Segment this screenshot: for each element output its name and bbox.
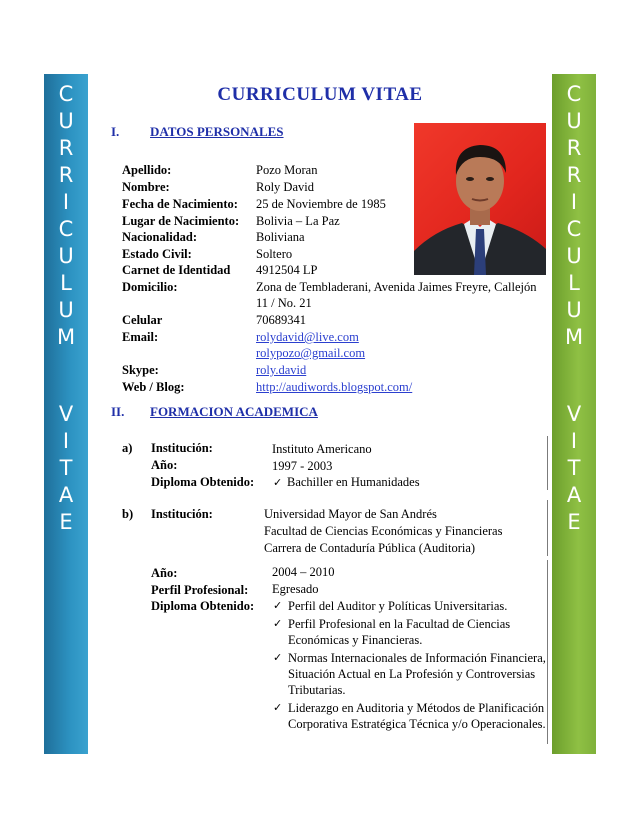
checkmark-icon: ✓ bbox=[273, 617, 283, 630]
personal-field-label: Skype: bbox=[122, 363, 159, 377]
side-letter: V bbox=[566, 402, 582, 426]
left-side-banner bbox=[44, 74, 88, 754]
entry-b-anio-label: Año: bbox=[151, 566, 178, 580]
side-letter: R bbox=[58, 136, 74, 160]
side-letter: U bbox=[58, 109, 74, 133]
entry-a-diploma-label: Diploma Obtenido: bbox=[151, 475, 255, 489]
personal-field-value: 11 / No. 21 bbox=[256, 296, 312, 310]
side-letter: T bbox=[567, 456, 581, 480]
side-letter: U bbox=[566, 298, 582, 322]
entry-b-perfil-value: Egresado bbox=[272, 582, 319, 596]
personal-field-label: Web / Blog: bbox=[122, 380, 185, 394]
personal-field-value: Roly David bbox=[256, 180, 314, 194]
personal-field-value: 25 de Noviembre de 1985 bbox=[256, 197, 386, 211]
side-letter: U bbox=[58, 298, 74, 322]
side-letter: M bbox=[564, 325, 584, 349]
personal-field-value: Pozo Moran bbox=[256, 163, 318, 177]
personal-field-link[interactable]: rolypozo@gmail.com bbox=[256, 346, 366, 360]
side-letter: A bbox=[58, 483, 74, 507]
side-letter: R bbox=[566, 163, 582, 187]
personal-field-label: Carnet de Identidad bbox=[122, 263, 231, 277]
list-item: ✓ Liderazgo en Auditoria y Métodos de Planificación Corporativa Estratégica Técnica y/o Operacionales. bbox=[273, 701, 546, 731]
section-number: I. bbox=[111, 124, 120, 139]
personal-field-value: Bolivia – La Paz bbox=[256, 214, 340, 228]
side-letter: I bbox=[62, 190, 70, 214]
personal-field-value: 4912504 LP bbox=[256, 263, 318, 277]
side-letter: T bbox=[59, 456, 73, 480]
person-portrait-image bbox=[414, 123, 546, 275]
side-letter: I bbox=[62, 429, 70, 453]
table-border bbox=[547, 500, 548, 556]
side-letter: M bbox=[56, 325, 76, 349]
personal-field-link[interactable]: http://audiwords.blogspot.com/ bbox=[256, 380, 413, 394]
side-letter: R bbox=[566, 136, 582, 160]
personal-field-link[interactable]: rolydavid@live.com bbox=[256, 330, 359, 344]
personal-field-value: Zona de Tembladerani, Avenida Jaimes Freyre, Callejón bbox=[256, 280, 537, 294]
entry-b-diploma-list bbox=[273, 598, 553, 734]
side-letter: E bbox=[567, 510, 581, 534]
entry-b-perfil-label: Perfil Profesional: bbox=[151, 583, 249, 597]
personal-field-label: Nacionalidad: bbox=[122, 230, 198, 244]
checkmark-icon: ✓ bbox=[273, 701, 283, 714]
personal-field-label: Lugar de Nacimiento: bbox=[122, 214, 240, 228]
entry-a-diploma-value: ✓ Bachiller en Humanidades bbox=[273, 475, 420, 489]
side-letter: A bbox=[566, 483, 582, 507]
section-title-datos-personales: DATOS PERSONALES bbox=[150, 124, 284, 139]
document-title: CURRICULUM VITAE bbox=[217, 84, 423, 105]
list-item: ✓ Normas Internacionales de Información Financiera, Situación Actual en La Profesión y Controversias Tributarias. bbox=[273, 651, 546, 697]
checkmark-icon: ✓ bbox=[273, 476, 283, 489]
side-letter: C bbox=[566, 217, 582, 241]
entry-a-anio-value: 1997 - 2003 bbox=[272, 459, 333, 473]
personal-field-value: Soltero bbox=[256, 247, 293, 261]
personal-field-value: Boliviana bbox=[256, 230, 305, 244]
entry-b-institucion-label: Institución: bbox=[151, 507, 213, 521]
personal-field-label: Domicilio: bbox=[122, 280, 178, 294]
entry-a-institucion-value: Instituto Americano bbox=[272, 442, 372, 456]
entry-b-institucion-line-2: Facultad de Ciencias Económicas y Financieras bbox=[264, 524, 503, 538]
personal-field-label: Nombre: bbox=[122, 180, 170, 194]
section-number: II. bbox=[111, 404, 125, 419]
entry-a-letter: a) bbox=[122, 441, 133, 455]
side-letter: C bbox=[566, 82, 582, 106]
entry-b-institucion-line-1: Universidad Mayor de San Andrés bbox=[264, 507, 437, 521]
entry-b-anio-value: 2004 – 2010 bbox=[272, 565, 335, 579]
list-item: ✓ Perfil del Auditor y Políticas Universitarias. bbox=[273, 599, 508, 613]
checkmark-icon: ✓ bbox=[273, 651, 283, 664]
personal-field-label: Fecha de Nacimiento: bbox=[122, 197, 238, 211]
entry-a-institucion-label: Institución: bbox=[151, 441, 213, 455]
side-letter: C bbox=[58, 217, 74, 241]
entry-b-diploma-label: Diploma Obtenido: bbox=[151, 599, 255, 613]
side-letter: U bbox=[566, 109, 582, 133]
side-letter: I bbox=[570, 429, 578, 453]
table-border bbox=[547, 560, 548, 744]
section-title-formacion-academica: FORMACION ACADEMICA bbox=[150, 404, 318, 419]
checkmark-icon: ✓ bbox=[273, 599, 283, 612]
entry-b-letter: b) bbox=[122, 507, 134, 521]
profile-photo bbox=[414, 123, 546, 275]
personal-field-label: Email: bbox=[122, 330, 159, 344]
side-letter: C bbox=[58, 82, 74, 106]
personal-field-label: Celular bbox=[122, 313, 163, 327]
entry-a-anio-label: Año: bbox=[151, 458, 178, 472]
personal-field-link[interactable]: roly.david bbox=[256, 363, 307, 377]
side-letter: U bbox=[566, 244, 582, 268]
side-letter: U bbox=[58, 244, 74, 268]
personal-field-value: 70689341 bbox=[256, 313, 306, 327]
personal-field-label: Estado Civil: bbox=[122, 247, 192, 261]
side-letter: I bbox=[570, 190, 578, 214]
entry-b-institucion-line-3: Carrera de Contaduría Pública (Auditoria) bbox=[264, 541, 476, 555]
side-letter: L bbox=[568, 271, 580, 295]
right-side-banner bbox=[552, 74, 596, 754]
side-letter: R bbox=[58, 163, 74, 187]
side-letter: V bbox=[58, 402, 74, 426]
personal-field-label: Apellido: bbox=[122, 163, 172, 177]
side-letter: L bbox=[60, 271, 72, 295]
table-border bbox=[547, 436, 548, 490]
side-letter: E bbox=[59, 510, 73, 534]
list-item: ✓ Perfil Profesional en la Facultad de Ciencias Económicas y Financieras. bbox=[273, 617, 511, 647]
